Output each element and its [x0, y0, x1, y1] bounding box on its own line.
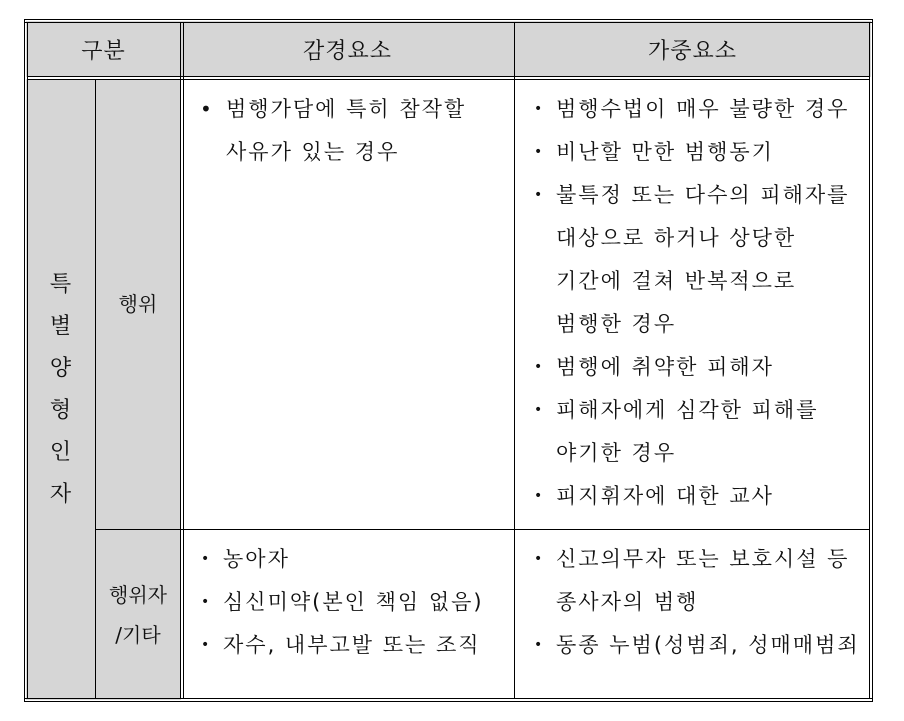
- list-item: [197, 538, 507, 581]
- row-group-char: 형: [49, 397, 72, 423]
- list-item-text: 피지휘자에 대한 교사: [556, 484, 774, 508]
- header-aggravating: 가중요소: [647, 38, 737, 64]
- list-item: [530, 174, 866, 346]
- row-group-char: 양: [49, 355, 72, 381]
- row-group-char: 특: [49, 271, 72, 297]
- bullet-icon: •: [534, 402, 545, 418]
- list-item: [530, 538, 866, 624]
- list-item-text: 농아자: [223, 547, 290, 571]
- list-item: [530, 389, 866, 475]
- border-line: [872, 19, 873, 702]
- bullet-icon: •: [534, 488, 545, 504]
- list-item: [200, 88, 506, 174]
- list-item: [197, 624, 507, 667]
- row-group-char: 인: [49, 439, 72, 465]
- list-item-text: 신고의무자 또는 보호시설 등 종사자의 범행: [556, 547, 850, 614]
- bullet-icon: •: [200, 97, 214, 121]
- bullet-icon: •: [201, 551, 212, 567]
- row-label-actor-line: 행위자: [109, 582, 167, 607]
- row-label-actor-line: /기타: [115, 622, 161, 647]
- list-item: [530, 624, 866, 667]
- bullet-icon: •: [201, 594, 212, 610]
- bullet-icon: •: [534, 551, 545, 567]
- act-aggravating-list: [530, 88, 866, 518]
- row-group-char: 자: [49, 481, 72, 507]
- bullet-icon: •: [534, 359, 545, 375]
- list-item-text: 비난할 만한 범행동기: [556, 140, 774, 164]
- bullet-icon: •: [534, 144, 545, 160]
- border-line: [24, 19, 873, 20]
- actor-aggravating-list: [530, 538, 866, 667]
- list-item: [197, 581, 507, 624]
- row-label-act: [95, 79, 181, 529]
- border-line: [27, 79, 870, 80]
- list-item-text: 범행가담에 특히 참작할 사유가 있는 경우: [226, 97, 467, 164]
- list-item-text: 피해자에게 심각한 피해를 야기한 경우: [556, 398, 819, 465]
- bullet-icon: •: [201, 637, 212, 653]
- list-item-text: 심신미약(본인 책임 없음): [223, 590, 484, 614]
- row-group-char: 별: [49, 313, 72, 339]
- actor-mitigating-list: [197, 538, 507, 667]
- list-item: [530, 475, 866, 518]
- list-item: [530, 88, 866, 131]
- border-line: [27, 22, 28, 699]
- list-item-text: 동종 누범(성범죄, 성매매범죄: [556, 633, 860, 657]
- border-line: [514, 22, 515, 699]
- list-item-text: 범행에 취약한 피해자: [556, 355, 774, 379]
- border-line: [180, 22, 181, 699]
- list-item: [530, 131, 866, 174]
- border-line: [183, 22, 184, 699]
- border-line: [95, 79, 96, 699]
- list-item-text: 자수, 내부고발 또는 조직: [223, 633, 481, 657]
- border-line: [24, 22, 873, 23]
- bullet-icon: •: [534, 187, 545, 203]
- row-group-label: [26, 79, 95, 700]
- list-item-text: 범행수법이 매우 불량한 경우: [556, 97, 850, 121]
- border-line: [24, 701, 873, 702]
- header-category-cell: [26, 21, 181, 77]
- header-mitigating: 감경요소: [302, 38, 392, 64]
- border-line: [27, 76, 870, 77]
- border-line: [95, 529, 870, 530]
- list-item: [530, 346, 866, 389]
- row-label-act-text: 행위: [118, 292, 158, 316]
- border-line: [24, 698, 873, 699]
- list-item-text: 불특정 또는 다수의 피해자를 대상으로 하거나 상당한 기간에 걸쳐 반복적으로 범행한 경우: [556, 183, 850, 336]
- border-line: [24, 19, 25, 702]
- header-category: 구분: [81, 38, 126, 64]
- row-label-actor: [95, 529, 181, 700]
- bullet-icon: •: [534, 637, 545, 653]
- header-mitigating-cell: [181, 21, 514, 77]
- bullet-icon: •: [534, 101, 545, 117]
- header-aggravating-cell: [514, 21, 871, 77]
- act-mitigating-list: [200, 88, 506, 174]
- border-line: [869, 22, 870, 699]
